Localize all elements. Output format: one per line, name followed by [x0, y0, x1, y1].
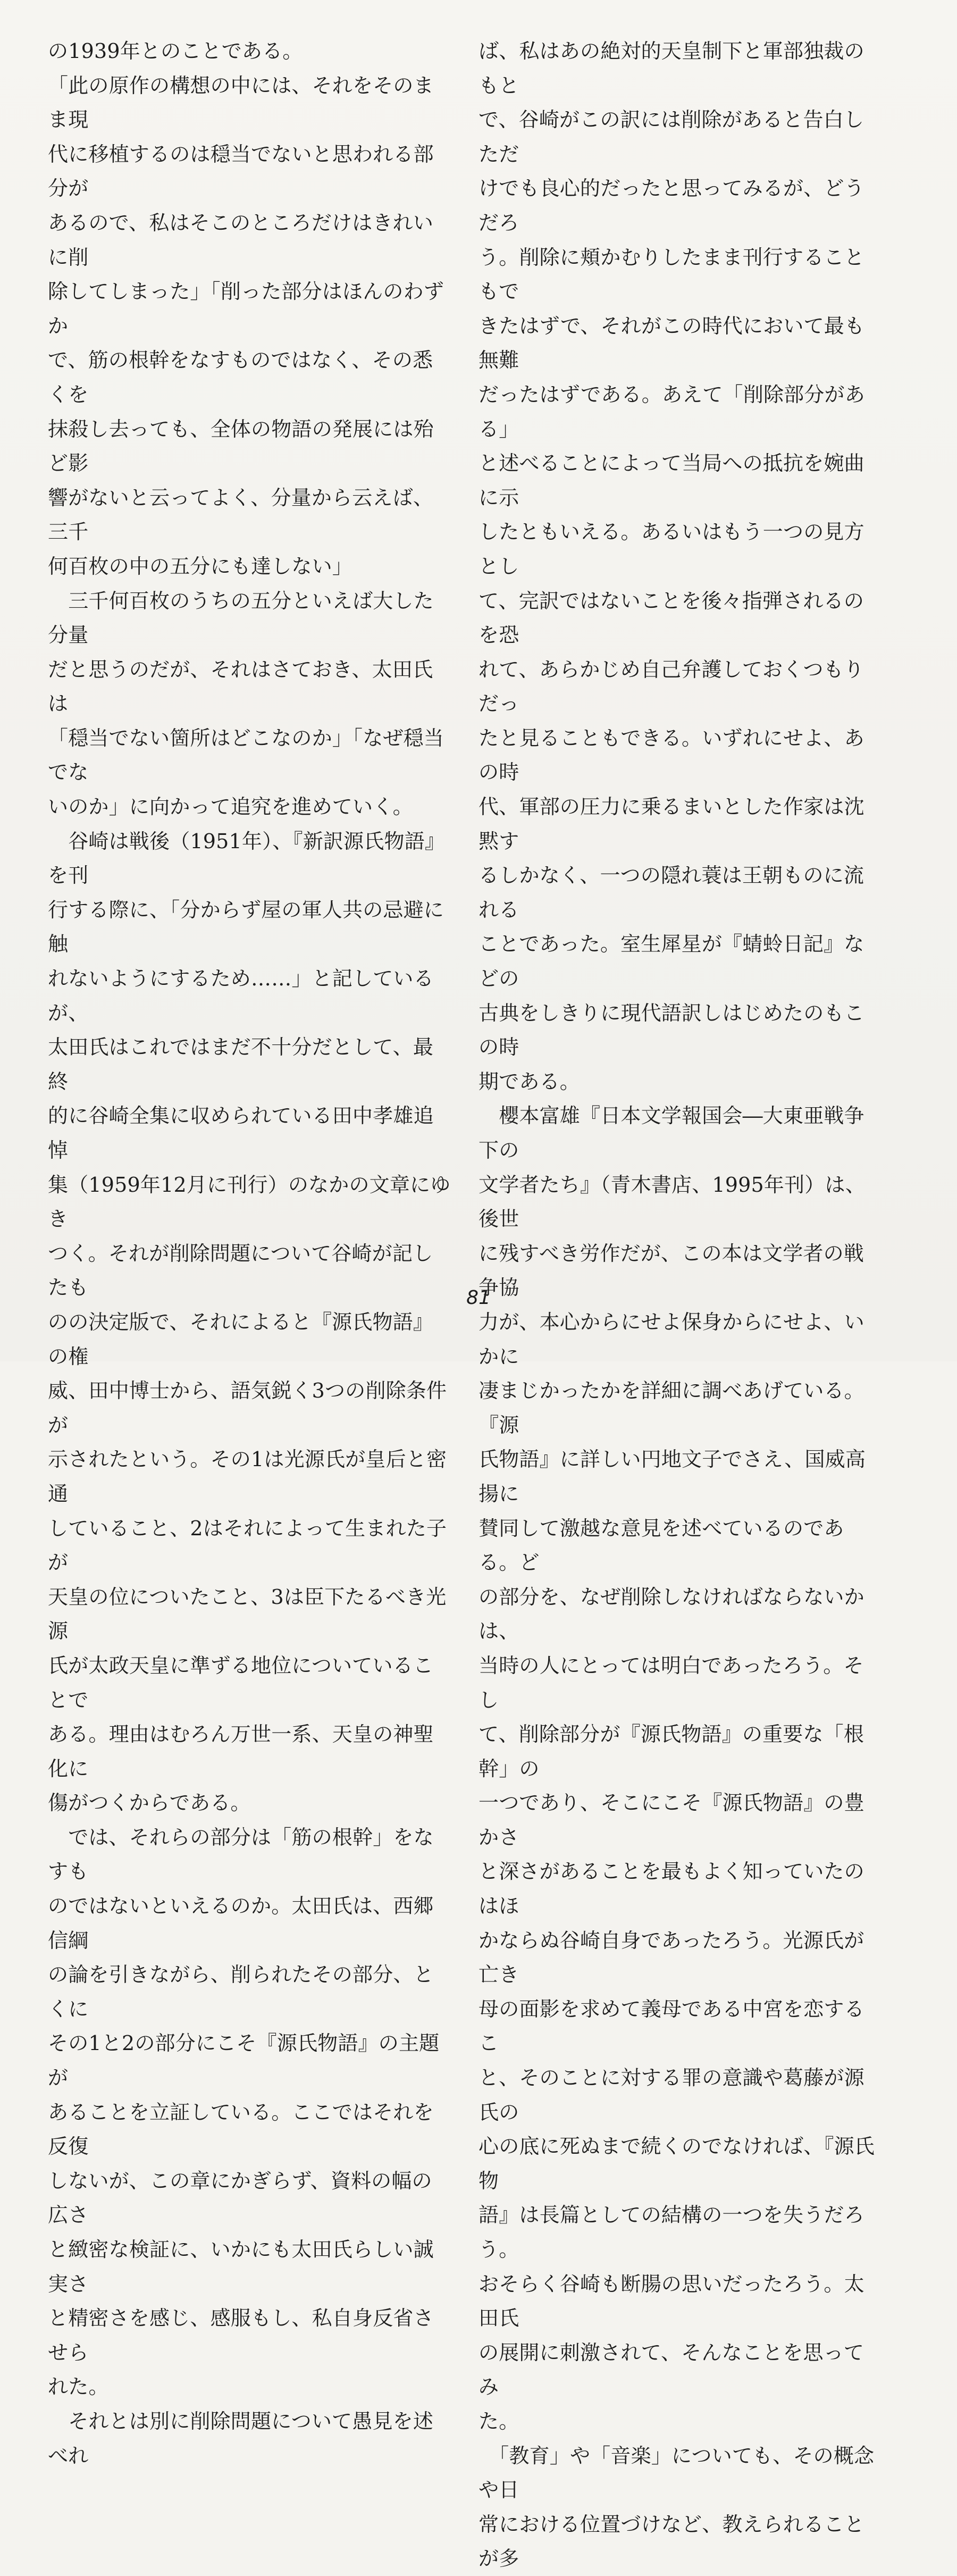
page-number: 81: [466, 1287, 491, 1309]
paragraph: 三千何百枚のうちの五分といえば大した分量 だと思うのだが、それはさておき、太田氏は 「穏当でない箇所はどこなのか」「なぜ穏当でな いのか」に向かって追究を進めていく。: [48, 589, 444, 819]
paragraph: の1939年とのことである。 「此の原作の構想の中には、それをそのまま現 代に移植するのは穏当でないと思われる部分が あるので、私はそこのところだけはきれいに削 除してしまった」「削った部分はほんのわずか で、筋の根幹をなすものではなく、その悉くを 抹殺し去っても、全体の物語の発展には殆ど影 響がないと云ってよく、分量から云えば、三千 何百枚の中の五分にも達しない」: [48, 39, 444, 578]
paragraph: それとは別に削除問題について愚見を述べれ: [48, 2409, 434, 2468]
left-text-column: [48, 34, 452, 2473]
paragraph: では、それらの部分は「筋の根幹」をなすも のではないといえるのか。太田氏は、西郷信綱 の論を引きながら、削られたその部分、とくに その1と2の部分にこそ『源氏物語』の主題が あることを立証している。ここではそれを反復 しないが、この章にかぎらず、資料の幅の広さ と緻密な検証に、いかにも太田氏らしい誠実さ と精密さを感じ、感服もし、私自身反省させら れた。: [48, 1825, 440, 2399]
paragraph: 「教育」や「音楽」についても、その概念や日 常における位置づけなど、教えられることが多: [478, 2444, 875, 2571]
paragraph: 櫻本富雄『日本文学報国会―大東亜戦争下の 文学者たち』（青木書店、1995年刊）は、後世 に残すべき労作だが、この本は文学者の戦争協 力が、本心からにせよ保身からにせよ、いかに 凄まじかったかを詳細に調べあげている。『源 氏物語』に詳しい円地文子でさえ、国威高揚に 賛同して激越な意見を述べているのである。ど の部分を、なぜ削除しなければならないかは、 当時の人にとっては明白であったろう。そし て、削除部分が『源氏物語』の重要な「根幹」の 一つであり、そこにこそ『源氏物語』の豊かさ と深さがあることを最もよく知っていたのはほ かならぬ谷崎自身であったろう。光源氏が亡き 母の面影を求めて義母である中宮を恋するこ と、そのことに対する罪の意識や葛藤が源氏の 心の底に死ぬまで続くのでなければ、『源氏物 語』は長篇としての結構の一つを失うだろう。 おそらく谷崎も断腸の思いだったろう。太田氏 の展開に刺激されて、そんなことを思ってみ た。: [478, 1104, 875, 2433]
paragraph: ば、私はあの絶対的天皇制下と軍部独裁のもと で、谷崎がこの訳には削除があると告白しただ けでも良心的だったと思ってみるが、どうだろ う。削除に頬かむりしたまま刊行することもで きたはずで、それがこの時代において最も無難 だったはずである。あえて「削除部分がある」 と述べることによって当局への抵抗を婉曲に示 したともいえる。あるいはもう一つの見方とし て、完訳ではないことを後々指弾されるのを恐 れて、あらかじめ自己弁護しておくつもりだっ たと見ることもできる。いずれにせよ、あの時 代、軍部の圧力に乗るまいとした作家は沈黙す るしかなく、一つの隠れ蓑は王朝ものに流れる ことであった。室生犀星が『蜻蛉日記』などの 古典をしきりに現代語訳しはじめたのもこの時 期である。: [478, 39, 865, 1093]
paragraph: 谷崎は戦後（1951年）、『新訳源氏物語』を刊 行する際に、「分からず屋の軍人共の忌避に触 れないようにするため……」と記しているが、 太田氏はこれではまだ不十分だとして、最終 的に谷崎全集に収められている田中孝雄追悼 集（1959年12月に刊行）のなかの文章にゆき つく。それが削除問題について谷崎が記したも のの決定版で、それによると『源氏物語』の権 威、田中博士から、語気鋭く3つの削除条件が 示されたという。その1は光源氏が皇后と密通 していること、2はそれによって生まれた子が 天皇の位についたこと、3は臣下たるべき光源 氏が太政天皇に準ずる地位についていることで ある。理由はむろん万世一系、天皇の神聖化に 傷がつくからである。: [48, 829, 451, 1815]
